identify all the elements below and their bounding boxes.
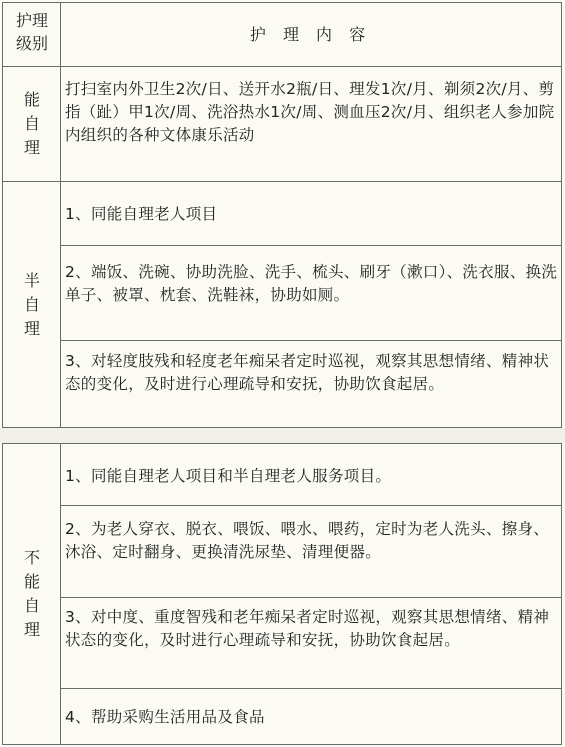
semi-self-care-label	[6, 182, 58, 428]
semi-care-item-1: 1、同能自理老人项目	[65, 205, 218, 223]
semi-self-care-label-char: 半	[23, 271, 40, 290]
header-divider	[2, 66, 562, 67]
semi-item1-divider	[61, 245, 562, 246]
no-care-item-1: 1、同能自理老人项目和半自理老人服务项目。	[65, 467, 392, 485]
no-care-item-2: 2、为老人穿衣、脱衣、喂饭、喂水、喂药，定时为老人洗头、擦身、沐浴、定时翻身、更换清洗尿垫、清理便器。	[65, 520, 550, 561]
header-care-content: 护 理 内 容	[249, 25, 372, 44]
self-care-content: 打扫室内外卫生2次/日、送开水2瓶/日、理发1次/月、剃须2次/月、剪指（趾）甲1次/周、洗浴热水1次/周、测血压2次/月、组织老人参加院内组织的各种文体康乐活动	[65, 80, 555, 144]
semi-self-care-label-char: 理	[23, 319, 40, 338]
semi-care-item-2: 2、端饭、洗碗、协助洗脸、洗手、梳头、刷牙（漱口）、洗衣服、换洗单子、被罩、枕套、洗鞋袜，协助如厕。	[65, 263, 558, 304]
semi-item2-divider	[61, 340, 562, 341]
header-care-level-line1: 护理	[15, 11, 48, 30]
nocare-item2-divider	[61, 597, 562, 598]
self-care-label-char: 自	[23, 114, 40, 133]
nocare-item3-divider	[61, 688, 562, 689]
self-care-divider	[2, 181, 562, 182]
header-care-level	[6, 9, 58, 55]
self-care-label-char: 能	[23, 90, 40, 109]
lower-column-divider	[60, 443, 61, 745]
section-gap	[0, 428, 565, 443]
no-care-item-3: 3、对中度、重度智残和老年痴呆者定时巡视，观察其思想情绪、精神状态的变化，及时进行心理疏导和安抚，协助饮食起居。	[65, 608, 550, 649]
no-self-care-label-char: 能	[23, 572, 40, 591]
lower-table-frame	[2, 443, 562, 745]
self-care-label-char: 理	[23, 138, 40, 157]
no-self-care-label-char: 自	[23, 596, 40, 615]
no-self-care-label	[6, 444, 58, 744]
nocare-item1-divider	[61, 505, 562, 506]
no-self-care-label-char: 不	[23, 548, 40, 567]
header-care-level-line2: 级别	[15, 34, 48, 53]
semi-self-care-label-char: 自	[23, 295, 40, 314]
semi-care-item-3: 3、对轻度肢残和轻度老年痴呆者定时巡视，观察其思想情绪、精神状态的变化，及时进行心理疏导和安抚，协助饮食起居。	[65, 352, 550, 393]
no-care-item-4: 4、帮助采购生活用品及食品	[65, 708, 265, 726]
self-care-label	[6, 67, 58, 181]
no-self-care-label-char: 理	[23, 620, 40, 639]
